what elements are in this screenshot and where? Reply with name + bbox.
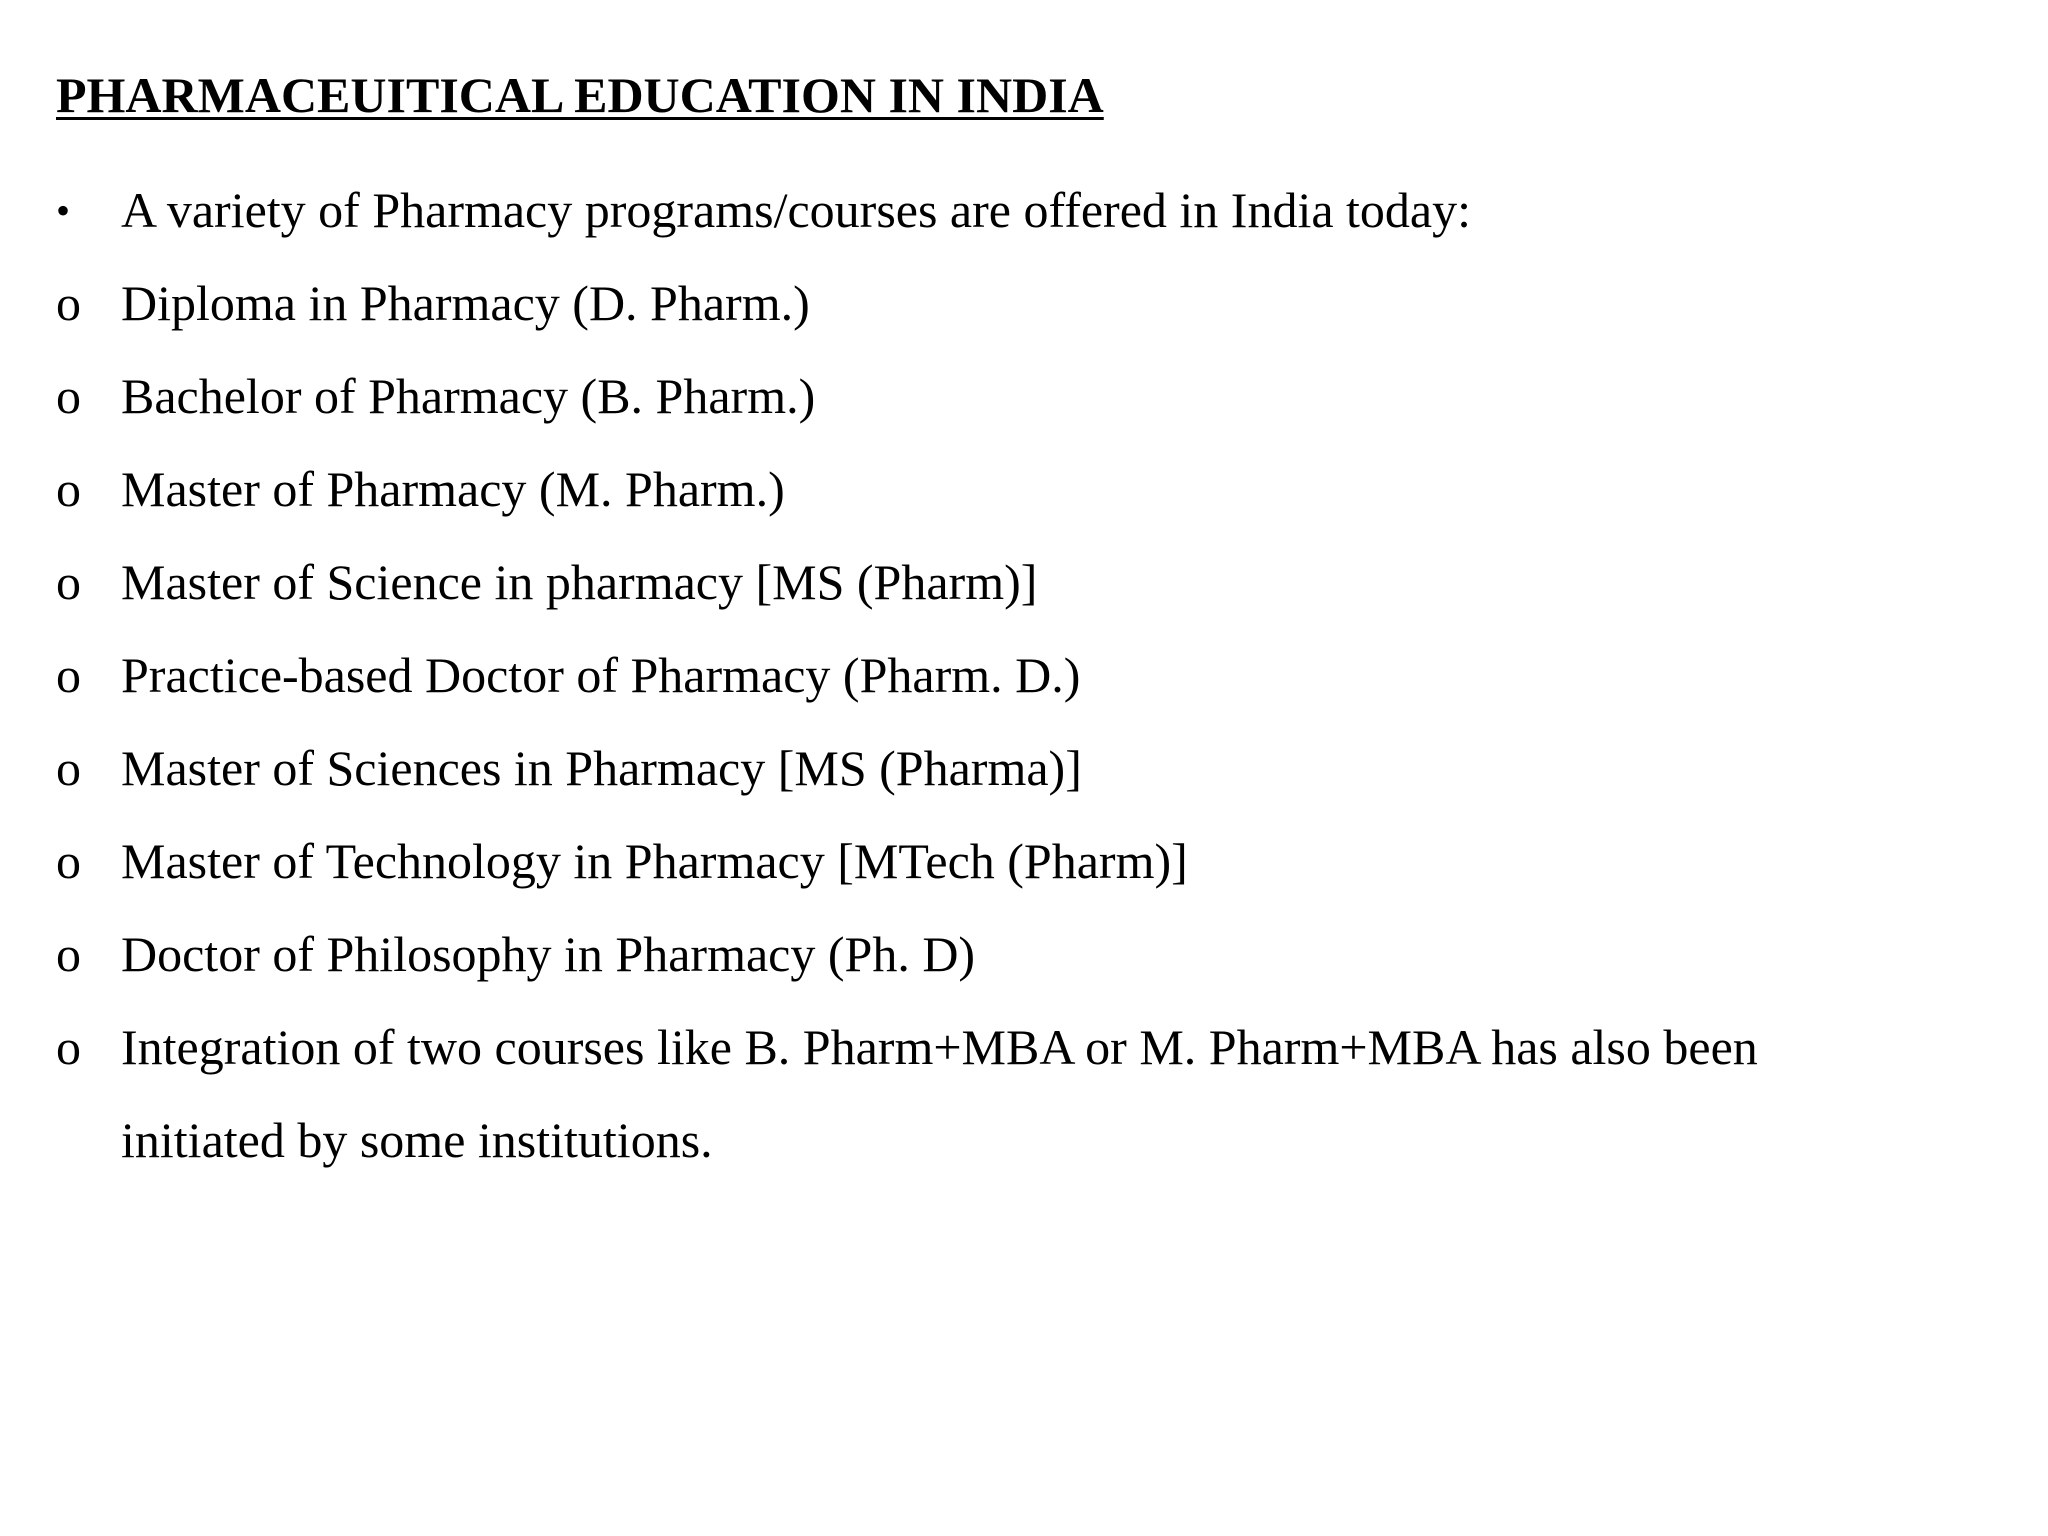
list-item	[56, 257, 1956, 350]
list-item-text: Integration of two courses like B. Pharm+MBA or M. Pharm+MBA has also been	[121, 1019, 1758, 1075]
list-item	[56, 350, 1956, 443]
list-item-text: Practice-based Doctor of Pharmacy (Pharm. D.)	[121, 647, 1081, 703]
list-item-text: Diploma in Pharmacy (D. Pharm.)	[121, 275, 810, 331]
list-item-marker: o	[56, 368, 81, 424]
list-item-marker: o	[56, 740, 81, 796]
list-item-marker: o	[56, 647, 81, 703]
list-item	[56, 908, 1956, 1001]
list-item-marker: o	[56, 461, 81, 517]
bullet-marker: •	[56, 188, 71, 233]
list-item	[56, 1001, 1956, 1094]
list-item-marker: o	[56, 1019, 81, 1075]
list-item	[56, 722, 1956, 815]
list-item	[56, 815, 1956, 908]
list-item-continuation	[56, 1094, 1956, 1187]
list-item	[56, 443, 1956, 536]
list-item-text: Master of Pharmacy (M. Pharm.)	[121, 461, 785, 517]
list-item-text: Master of Science in pharmacy [MS (Pharm)]	[121, 554, 1038, 610]
intro-bullet	[56, 164, 1956, 257]
list-item-text: Doctor of Philosophy in Pharmacy (Ph. D)	[121, 926, 976, 982]
program-list	[56, 164, 1956, 1187]
list-item-marker: o	[56, 926, 81, 982]
list-item-marker: o	[56, 275, 81, 331]
list-item	[56, 536, 1956, 629]
list-item	[56, 629, 1956, 722]
page-title: PHARMACEUITICAL EDUCATION IN INDIA	[56, 67, 1104, 123]
continuation-text: initiated by some institutions.	[121, 1112, 713, 1168]
list-item-marker: o	[56, 833, 81, 889]
intro-text: A variety of Pharmacy programs/courses are offered in India today:	[121, 182, 1471, 238]
list-item-text: Bachelor of Pharmacy (B. Pharm.)	[121, 368, 816, 424]
list-item-text: Master of Technology in Pharmacy [MTech (Pharm)]	[121, 833, 1188, 889]
list-item-text: Master of Sciences in Pharmacy [MS (Pharma)]	[121, 740, 1082, 796]
list-item-marker: o	[56, 554, 81, 610]
